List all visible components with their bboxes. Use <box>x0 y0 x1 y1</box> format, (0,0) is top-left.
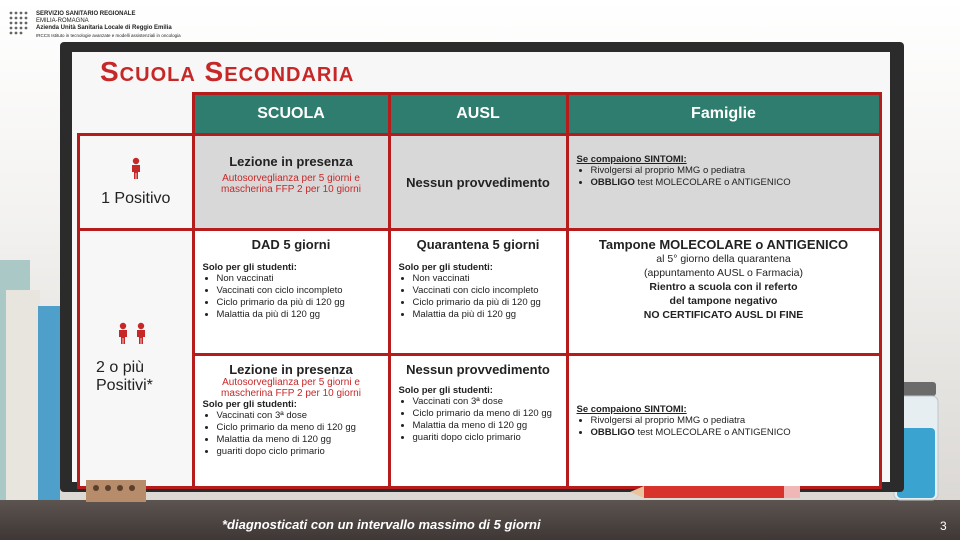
row2a-scuola-cell <box>193 230 389 355</box>
row2b-fam-list <box>577 415 871 439</box>
footnote: *diagnosticati con un intervallo massimo di 5 giorni <box>222 517 541 532</box>
row2b-ausl-list <box>399 396 558 444</box>
row1-ausl-text: Nessun provvedimento <box>406 174 550 190</box>
row1-scuola-note: Autosorveglianza per 5 giorni e mascherina FFP 2 per 10 giorni <box>221 173 361 195</box>
row2a-ausl-cell <box>389 230 567 355</box>
list-item: • Non vaccinati <box>217 273 380 285</box>
person-icon <box>134 322 148 344</box>
person-icon <box>116 322 130 344</box>
list-item: • guariti dopo ciclo primario <box>217 446 380 458</box>
table-row <box>79 355 881 488</box>
books-decoration <box>0 250 62 500</box>
list-item: • Ciclo primario da più di 120 gg <box>413 297 558 309</box>
row2b-famiglie-cell <box>567 355 880 488</box>
page-number: 3 <box>940 519 947 533</box>
row2a-fam-line4: del tampone negativo <box>669 295 778 307</box>
obbligo-label: OBBLIGO <box>590 426 635 438</box>
list-item: • Vaccinati con ciclo incompleto <box>413 285 558 297</box>
row2b-ausl-cell <box>389 355 567 488</box>
row2b-ausl-sub: Solo per gli studenti: <box>398 385 493 396</box>
table-row <box>79 230 881 355</box>
table-row <box>79 135 881 230</box>
row2b-scuola-title: Lezione in presenza <box>229 362 353 377</box>
list-item <box>591 427 871 439</box>
row2b-ausl-title: Nessun provvedimento <box>406 362 550 377</box>
row2a-famiglie-cell <box>567 230 880 355</box>
list-item: • guariti dopo ciclo primario <box>413 432 558 444</box>
org-line4: IRCCS Istituto in tecnologie avanzate e modelli assistenziali in oncologia <box>36 33 181 38</box>
list-item: • Ciclo primario da più di 120 gg <box>217 297 380 309</box>
row2a-fam-line5: NO CERTIFICATO AUSL DI FINE <box>643 309 804 321</box>
row1-scuola-cell <box>193 135 389 230</box>
obbligo-rest: test MOLECOLARE o ANTIGENICO <box>634 426 791 438</box>
rules-table <box>77 92 882 489</box>
row2a-fam-line2: (appuntamento AUSL o Farmacia) <box>644 267 803 279</box>
row-label-text: 1 Positivo <box>101 189 171 207</box>
row2a-fam-line3: Rientro a scuola con il referto <box>649 281 798 293</box>
row2a-ausl-title: Quarantena 5 giorni <box>416 237 540 252</box>
organization-logo-text <box>36 11 181 39</box>
row2b-scuola-list <box>203 410 380 458</box>
list-item: • Rivolgersi al proprio MMG o pediatra <box>591 415 871 427</box>
list-item: • Vaccinati con 3ª dose <box>217 410 380 422</box>
list-item: • Non vaccinati <box>413 273 558 285</box>
row1-fam-heading: Se compaiono SINTOMI: <box>576 154 687 165</box>
list-item: • Malattia da meno di 120 gg <box>413 420 558 432</box>
org-line3: Azienda Unità Sanitaria Locale di Reggio Emilia <box>36 25 172 31</box>
row1-fam-list <box>577 165 871 189</box>
row2b-scuola-sub: Solo per gli studenti: <box>202 399 297 410</box>
row2a-scuola-list <box>203 273 380 321</box>
list-item: • Malattia da più di 120 gg <box>217 309 380 321</box>
list-item: • Vaccinati con ciclo incompleto <box>217 285 380 297</box>
list-item: • Ciclo primario da meno di 120 gg <box>413 408 558 420</box>
page-title: Scuola Secondaria <box>100 56 355 87</box>
list-item: • Malattia da più di 120 gg <box>413 309 558 321</box>
list-item: • Malattia da meno di 120 gg <box>217 434 380 446</box>
list-item: • Ciclo primario da meno di 120 gg <box>217 422 380 434</box>
row-label-2-positivi <box>79 230 194 488</box>
row2a-scuola-sub: Solo per gli studenti: <box>202 262 297 273</box>
table-corner <box>79 94 194 135</box>
row1-famiglie-cell <box>567 135 880 230</box>
row-label-line1: 2 o più <box>96 359 145 376</box>
column-header-scuola: SCUOLA <box>193 94 389 135</box>
list-item <box>591 177 871 189</box>
obbligo-label: OBBLIGO <box>590 177 635 188</box>
row-label-1-positivo <box>79 135 194 230</box>
logo-icon <box>8 10 30 36</box>
row1-ausl-cell <box>389 135 567 230</box>
list-item: • Rivolgersi al proprio MMG o pediatra <box>591 165 871 177</box>
blocks-decoration <box>86 480 146 502</box>
row2b-scuola-note: Autosorveglianza per 5 giorni e mascherina FFP 2 per 10 giorni <box>221 377 361 399</box>
obbligo-rest: test MOLECOLARE o ANTIGENICO <box>634 177 791 188</box>
column-header-famiglie: Famiglie <box>567 94 880 135</box>
column-header-ausl: AUSL <box>389 94 567 135</box>
row2b-fam-heading: Se compaiono SINTOMI: <box>576 403 687 415</box>
row-label-line2: Positivi* <box>96 377 153 394</box>
row2a-scuola-title: DAD 5 giorni <box>251 237 331 252</box>
pencil-decoration <box>630 485 800 499</box>
list-item: • Vaccinati con 3ª dose <box>413 396 558 408</box>
row2a-fam-line1: al 5° giorno della quarantena <box>656 253 791 265</box>
row2a-fam-title: Tampone MOLECOLARE o ANTIGENICO <box>598 237 849 252</box>
row2a-ausl-sub: Solo per gli studenti: <box>398 262 493 273</box>
row1-scuola-title: Lezione in presenza <box>229 154 353 169</box>
org-line1: SERVIZIO SANITARIO REGIONALE <box>36 11 136 17</box>
row2a-ausl-list <box>399 273 558 321</box>
row2b-scuola-cell <box>193 355 389 488</box>
person-icon <box>129 157 143 179</box>
org-line2: EMILIA-ROMAGNA <box>36 18 89 24</box>
